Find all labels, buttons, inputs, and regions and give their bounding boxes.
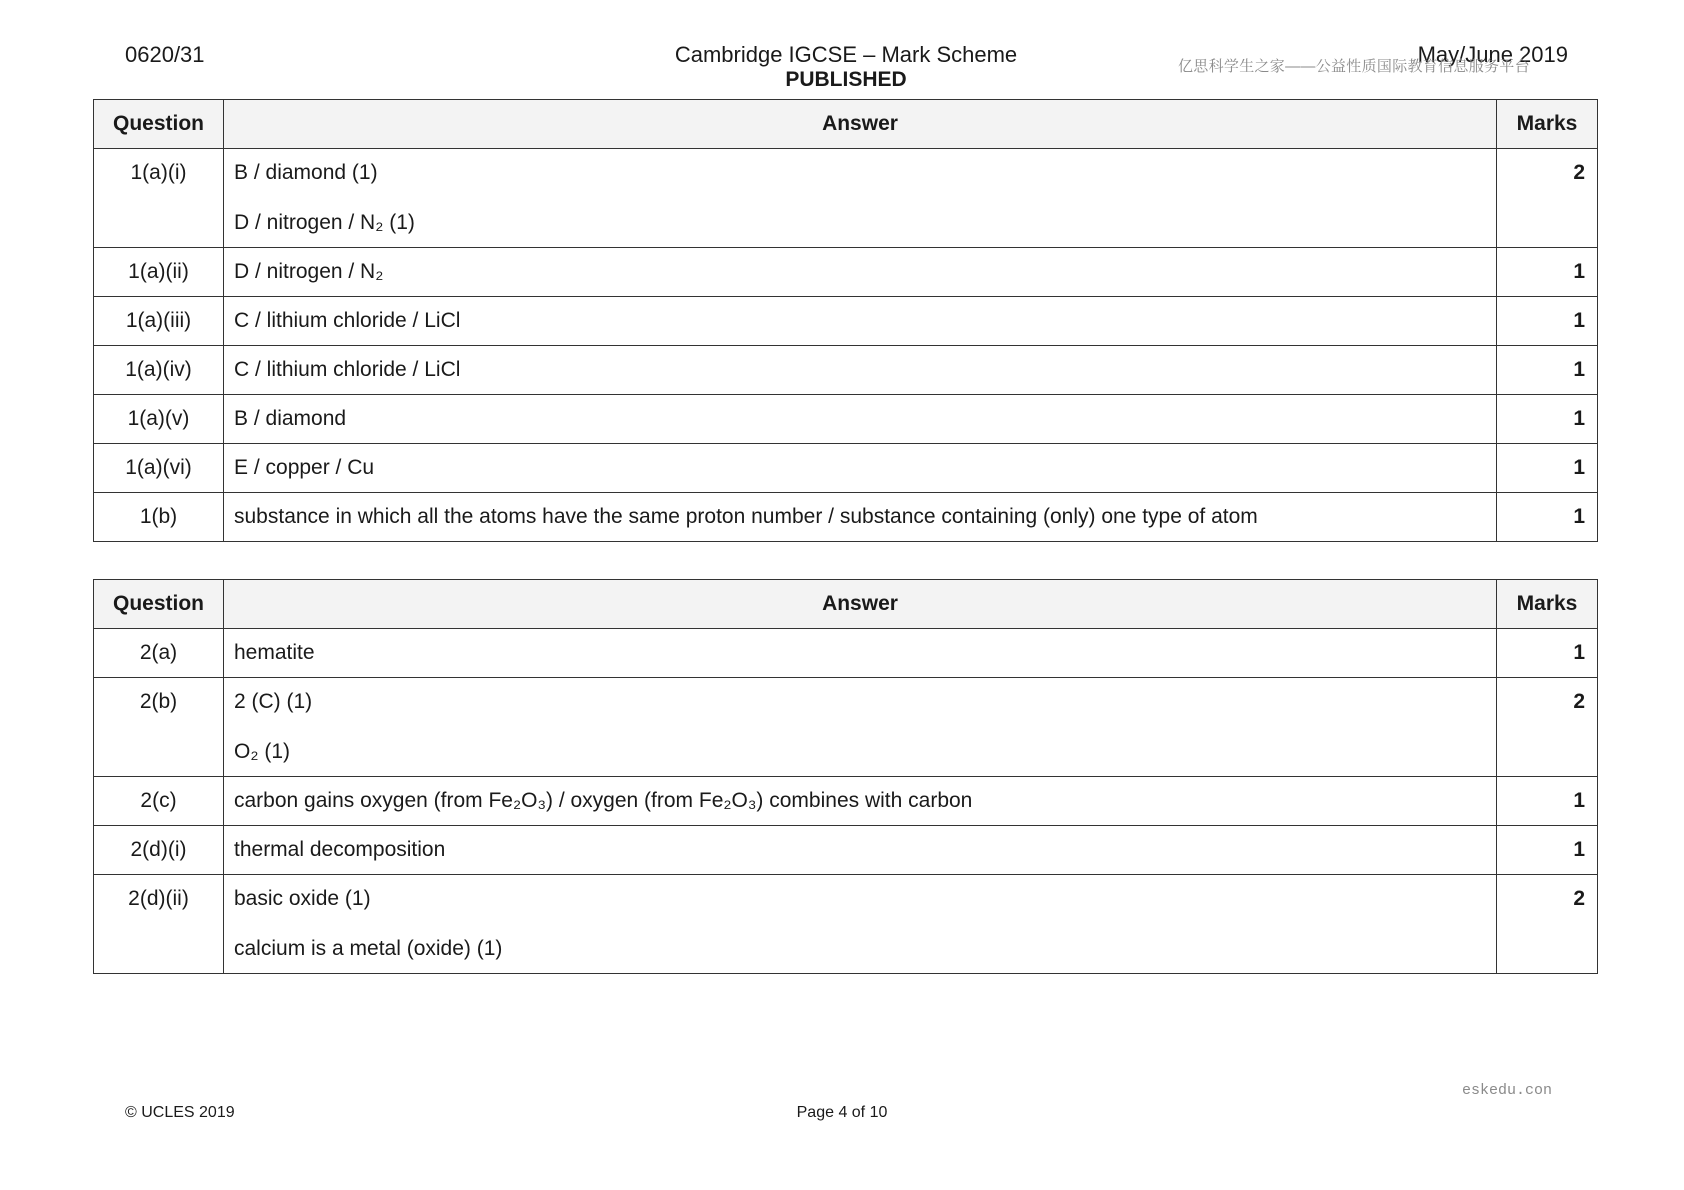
document-title: Cambridge IGCSE – Mark Scheme <box>674 42 1018 67</box>
answer-cell <box>224 297 1497 346</box>
answer-cell <box>224 149 1497 248</box>
table-row <box>94 777 1598 826</box>
question-cell: 1(a)(i) <box>94 149 224 248</box>
answer-header: Answer <box>224 580 1497 629</box>
answer-header: Answer <box>224 100 1497 149</box>
mark-scheme-table-1 <box>93 99 1598 542</box>
marks-cell: 2 <box>1497 875 1598 974</box>
marks-cell: 1 <box>1497 826 1598 875</box>
question-cell: 2(d)(ii) <box>94 875 224 974</box>
marks-cell: 1 <box>1497 493 1598 542</box>
marks-header: Marks <box>1497 100 1598 149</box>
watermark-text: 亿思科学生之家——公益性质国际教育信息服务平台 <box>1178 58 1530 75</box>
question-header: Question <box>94 100 224 149</box>
answer-line: D / nitrogen / N₂ (1) <box>234 211 415 234</box>
table-row <box>94 297 1598 346</box>
marks-header: Marks <box>1497 580 1598 629</box>
marks-cell: 1 <box>1497 346 1598 395</box>
question-cell: 1(a)(iii) <box>94 297 224 346</box>
question-cell: 1(a)(v) <box>94 395 224 444</box>
table-row <box>94 346 1598 395</box>
table-row <box>94 395 1598 444</box>
answer-line: 2 (C) (1) <box>234 690 313 713</box>
marks-cell: 2 <box>1497 678 1598 777</box>
question-header: Question <box>94 580 224 629</box>
marks-cell: 1 <box>1497 395 1598 444</box>
answer-cell <box>224 678 1497 777</box>
document-subtitle: PUBLISHED <box>785 68 907 91</box>
answer-line: carbon gains oxygen (from Fe₂O₃) / oxygen (from Fe₂O₃) combines with carbon <box>234 789 973 812</box>
question-cell: 2(c) <box>94 777 224 826</box>
question-cell: 2(a) <box>94 629 224 678</box>
table-row <box>94 493 1598 542</box>
question-cell: 2(b) <box>94 678 224 777</box>
answer-line: B / diamond (1) <box>234 161 378 184</box>
answer-line: C / lithium chloride / LiCl <box>234 309 461 332</box>
table-row <box>94 826 1598 875</box>
mark-scheme-table-2 <box>93 579 1598 974</box>
answer-line: B / diamond <box>234 407 347 430</box>
answer-line: C / lithium chloride / LiCl <box>234 358 461 381</box>
marks-cell: 1 <box>1497 777 1598 826</box>
question-cell: 2(d)(i) <box>94 826 224 875</box>
question-cell: 1(a)(ii) <box>94 248 224 297</box>
table-row <box>94 678 1598 777</box>
answer-cell <box>224 395 1497 444</box>
answer-line: calcium is a metal (oxide) (1) <box>234 937 503 960</box>
answer-line: basic oxide (1) <box>234 887 371 910</box>
marks-cell: 2 <box>1497 149 1598 248</box>
copyright-notice: © UCLES 2019 <box>125 1104 235 1121</box>
answer-line: E / copper / Cu <box>234 456 375 479</box>
answer-cell <box>224 248 1497 297</box>
answer-cell <box>224 346 1497 395</box>
answer-cell <box>224 777 1497 826</box>
answer-line: D / nitrogen / N₂ <box>234 260 384 283</box>
answer-cell <box>224 875 1497 974</box>
table-row <box>94 149 1598 248</box>
answer-line: hematite <box>234 641 315 664</box>
table-row <box>94 248 1598 297</box>
answer-line: substance in which all the atoms have the same proton number / substance containing (only) one type of atom <box>234 505 1258 528</box>
question-cell: 1(a)(vi) <box>94 444 224 493</box>
paper-code: 0620/31 <box>125 42 205 67</box>
marks-cell: 1 <box>1497 297 1598 346</box>
marks-cell: 1 <box>1497 444 1598 493</box>
exam-session: May/June 2019 <box>1417 42 1568 67</box>
page-number: Page 4 of 10 <box>796 1104 888 1121</box>
answer-cell <box>224 629 1497 678</box>
marks-cell: 1 <box>1497 248 1598 297</box>
table-row <box>94 875 1598 974</box>
marks-cell: 1 <box>1497 629 1598 678</box>
question-cell: 1(b) <box>94 493 224 542</box>
answer-cell <box>224 444 1497 493</box>
answer-line: thermal decomposition <box>234 838 446 861</box>
table-row <box>94 629 1598 678</box>
table-row <box>94 444 1598 493</box>
answer-line: O₂ (1) <box>234 740 290 763</box>
site-watermark: eskedu.con <box>1462 1082 1553 1099</box>
table-header-row <box>94 580 1598 629</box>
table-header-row <box>94 100 1598 149</box>
question-cell: 1(a)(iv) <box>94 346 224 395</box>
answer-cell <box>224 493 1497 542</box>
answer-cell <box>224 826 1497 875</box>
